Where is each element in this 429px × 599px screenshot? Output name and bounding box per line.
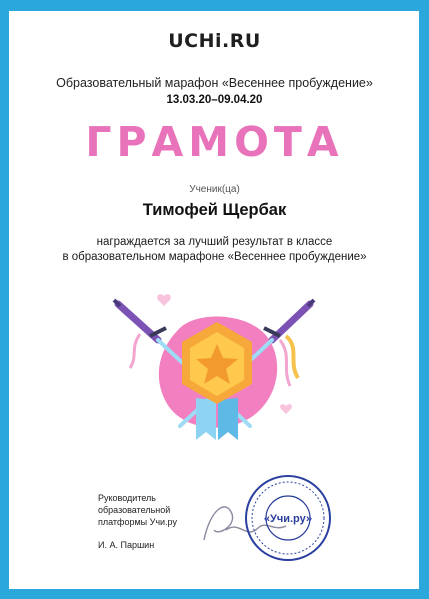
stamp-text: «Учи.ру» [263,513,313,525]
certificate-heading: ГРАМОТА [85,118,344,166]
signatory-name: И. А. Паршин [98,540,155,550]
event-dates: 13.03.20–09.04.20 [166,94,263,106]
award-text-line2: в образовательном марафоне «Весеннее пробуждение» [62,251,367,263]
position-line: платформы Учи.ру [98,517,177,527]
recipient-name: Тимофей Щербак [142,201,287,219]
signature-stamp [196,470,336,570]
position-line: Руководитель [98,493,156,503]
award-text-line1: награждается за лучший результат в классе [96,236,333,248]
event-title: Образовательный марафон «Весеннее пробуждение» [56,76,373,90]
signatory-position [98,492,177,528]
medal-emblem [100,290,330,450]
uchi-ru-logo: UCHi.RU [168,30,261,52]
round-stamp [246,476,330,560]
position-line: образовательной [98,505,171,515]
recipient-role: Ученик(ца) [189,184,240,195]
